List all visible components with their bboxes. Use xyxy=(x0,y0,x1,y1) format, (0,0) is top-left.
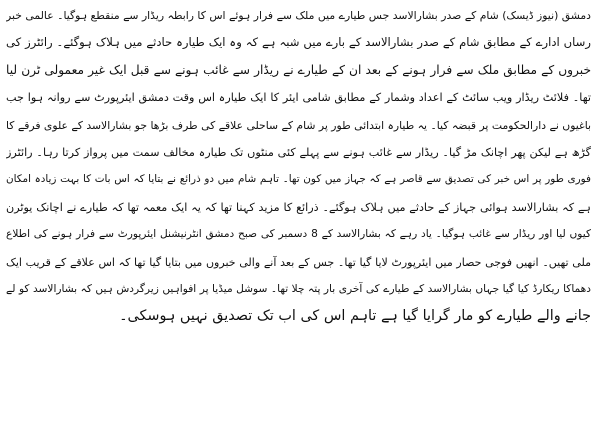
article-line: خبروں کے مطابق ملک سے فرار ہونے کے بعد ان کے طیارے نے ریڈار سے غائب ہونے سے قبل ایک غیر معمولی ٹرن لیا xyxy=(6,62,591,77)
article-line: ہے کہ بشارالاسد ہوائی جہاز کے حادثے میں ہلاک ہوگئے۔ ذرائع کا مزید کہنا تھا کہ یہ ایک معمہ تھا کہ طیارے نے اچانک یوٹرن xyxy=(6,200,591,214)
article-line: کیوں لیا اور ریڈار سے غائب ہوگیا۔ یاد رہے کہ بشارالاسد کے 8 دسمبر کی صبح دمشق انٹرنیشنل ایئرپورٹ سے فرار ہونے کی اطلاع xyxy=(6,228,591,241)
article-line: دمشق (نیوز ڈیسک) شام کے صدر بشارالاسد جس طیارے میں ملک سے فرار ہوئے اس کا رابطہ ریڈار سے منقطع ہوگیا۔ عالمی خبر xyxy=(6,9,591,22)
article-line: رساں ادارے کے مطابق شام کے صدر بشارالاسد کے بارے میں شبہ ہے کہ وہ ایک طیارہ حادثے میں ہلاک ہوگئے۔ رائٹرز کی xyxy=(6,35,591,50)
article-line: تھا۔ فلائٹ ریڈار ویب سائٹ کے اعداد وشمار کے مطابق شامی ایئر کا ایک طیارہ اس وقت دمشق ایئرپورٹ سے روانہ ہوا جب xyxy=(6,91,591,105)
article-line: باغیوں نے دارالحکومت پر قبضہ کیا۔ یہ طیارہ ابتدائی طور پر شام کے ساحلی علاقے کی طرف بڑھا جو بشارالاسد کے علوی فرقے کا xyxy=(6,118,591,132)
article-line: فوری طور پر اس خبر کی تصدیق سے قاصر ہے کہ جہاز میں کون تھا۔ تاہم شام میں دو ذرائع نے بتایا کہ اس بات کا بہت زیادہ امکان xyxy=(6,173,591,186)
news-article-body xyxy=(6,2,591,331)
article-line: گڑھ ہے لیکن پھر اچانک مڑ گیا۔ ریڈار سے غائب ہونے سے پہلے کئی منٹوں تک طیارہ مخالف سمت میں پرواز کرتا رہا۔ رائٹرز xyxy=(6,145,591,159)
article-line: ملی تھیں۔ انھیں فوجی حصار میں ایئرپورٹ لایا گیا تھا۔ جس کے بعد آنے والی خبروں میں بتایا گیا تھا کہ اس علاقے کے قریب ایک xyxy=(6,255,591,269)
article-line: دھماکا ریکارڈ کیا گیا جہاں بشارالاسد کے طیارے کی آخری بار پتہ چلا تھا۔ سوشل میڈیا پر افواہیں زیرگردش ہیں کہ بشارالاسد کو لے xyxy=(6,282,591,295)
article-line-last: جانے والے طیارے کو مار گرایا گیا ہے تاہم اس کی اب تک تصدیق نہیں ہوسکی۔ xyxy=(119,308,591,325)
